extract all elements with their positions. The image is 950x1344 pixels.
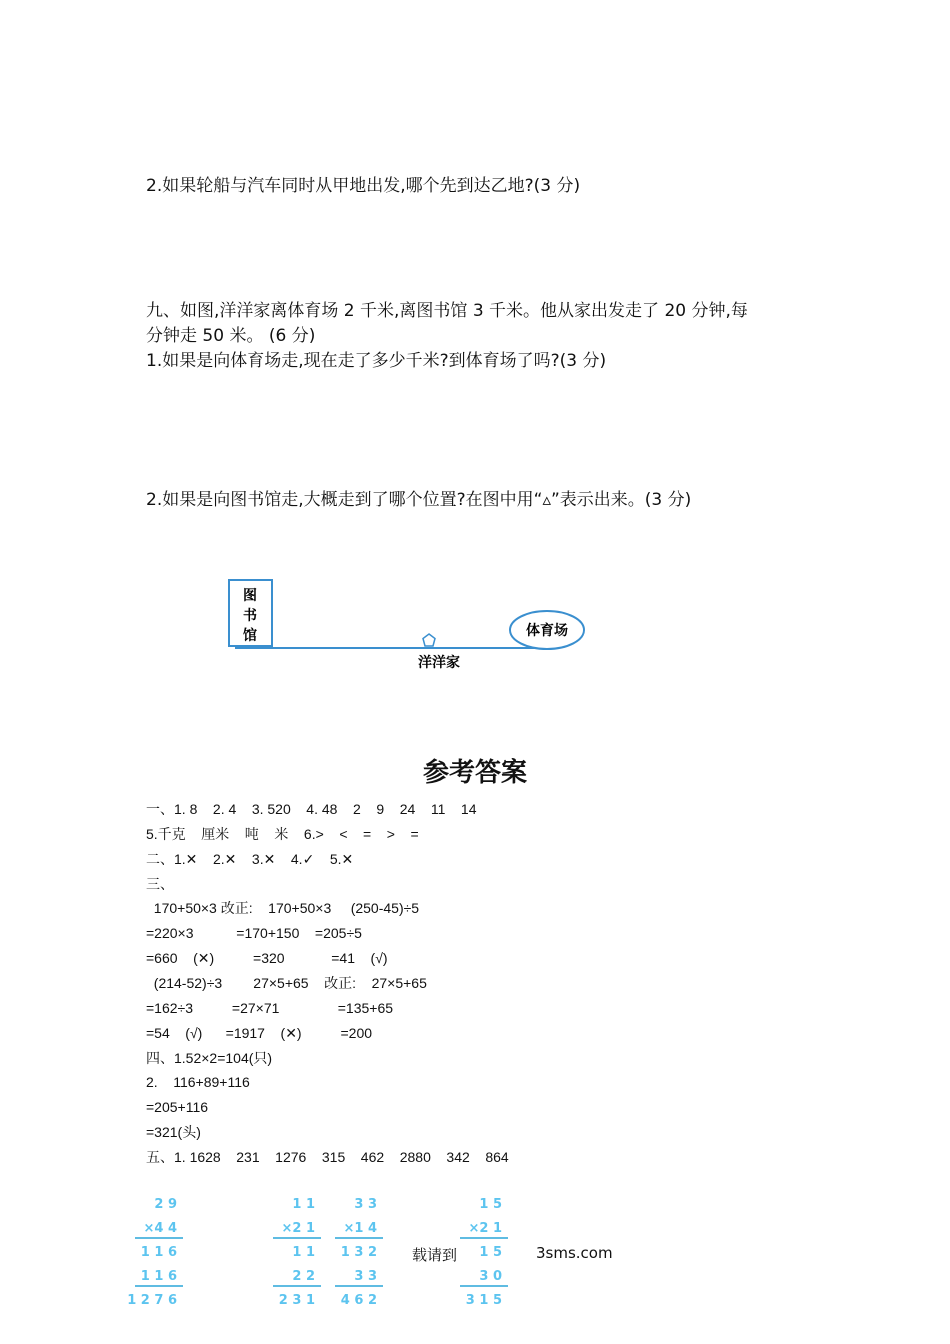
calc-digit-row: ×1 4	[343, 1221, 377, 1236]
calc-digit-row: 2 9	[154, 1197, 177, 1212]
answer-line: =54 (√) =1917 (✕) =200	[146, 1024, 373, 1041]
calc-digit-row: 1 1	[292, 1197, 315, 1212]
footer-fragment-left: 载请到	[412, 1246, 458, 1264]
calc-digit-row: 3 1 5	[465, 1293, 502, 1308]
calc-digit-row: 1 1 6	[140, 1269, 177, 1284]
question-9-part-1: 1.如果是向体育场走,现在走了多少千米?到体育场了吗?(3 分)	[146, 351, 607, 371]
library-char-2: 书	[243, 608, 257, 624]
calc-digit-row: ×2 1	[468, 1221, 502, 1236]
answer-line: =220×3 =170+150 =205÷5	[146, 925, 362, 942]
calc-digit-row: 2 2	[292, 1269, 315, 1284]
calc-digit-row: 3 3	[354, 1269, 377, 1284]
answer-line: =162÷3 =27×71 =135+65	[146, 999, 394, 1016]
answer-line: 二、1.✕ 2.✕ 3.✕ 4.✓ 5.✕	[146, 850, 354, 867]
answer-line: 5.千克 厘米 吨 米 6.> < = > =	[146, 825, 419, 842]
answer-line: =321(头)	[146, 1124, 201, 1141]
question-8-part-2: 2.如果轮船与汽车同时从甲地出发,哪个先到达乙地?(3 分)	[146, 176, 581, 196]
question-9-intro-line1: 九、如图,洋洋家离体育场 2 千米,离图书馆 3 千米。他从家出发走了 20 分钟,每	[146, 301, 748, 321]
home-label: 洋洋家	[418, 655, 460, 671]
question-9-intro-line2: 分钟走 50 米。 (6 分)	[146, 326, 316, 346]
calc-digit-row: 1 5	[479, 1197, 502, 1212]
answer-line: 一、1. 8 2. 4 3. 520 4. 48 2 9 24 11 14	[146, 801, 477, 817]
stadium-label: 体育场	[526, 623, 568, 639]
library-char-1: 图	[243, 588, 257, 604]
calc-digit-row: 4 6 2	[340, 1293, 377, 1308]
calc-digit-row: ×4 4	[143, 1221, 177, 1236]
footer-fragment-right: 3sms.com	[536, 1244, 613, 1262]
answer-line: 2. 116+89+116	[146, 1074, 250, 1091]
library-char-3: 馆	[243, 628, 257, 644]
calc-digit-row: 2 3 1	[278, 1293, 315, 1308]
answer-line: 170+50×3 改正: 170+50×3 (250-45)÷5	[146, 900, 420, 917]
route-diagram	[220, 570, 600, 680]
calc-digit-row: 1 3 2	[340, 1245, 377, 1260]
calc-digit-row: 3 0	[479, 1269, 502, 1284]
vertical-calculations	[125, 1190, 525, 1315]
answer-line: 四、1.52×2=104(只)	[146, 1049, 273, 1066]
answer-line: 五、1. 1628 231 1276 315 462 2880 342 864	[146, 1148, 509, 1165]
calc-digit-row: 1 1 6	[140, 1245, 177, 1260]
calc-digit-row: ×2 1	[281, 1221, 315, 1236]
answers-title: 参考答案	[422, 758, 527, 788]
calc-digit-row: 1 5	[479, 1245, 502, 1260]
answer-line: =205+116	[146, 1099, 209, 1116]
answer-line: (214-52)÷3 27×5+65 改正: 27×5+65	[146, 974, 427, 991]
answer-line: 三、	[146, 875, 174, 892]
calc-digit-row: 1 1	[292, 1245, 315, 1260]
question-9-part-2: 2.如果是向图书馆走,大概走到了哪个位置?在图中用“▵”表示出来。(3 分)	[146, 490, 692, 510]
calc-digit-row: 1 2 7 6	[127, 1293, 177, 1308]
home-marker-pentagon	[423, 634, 435, 646]
calc-digit-row: 3 3	[354, 1197, 377, 1212]
answer-line: =660 (✕) =320 =41 (√)	[146, 950, 388, 967]
